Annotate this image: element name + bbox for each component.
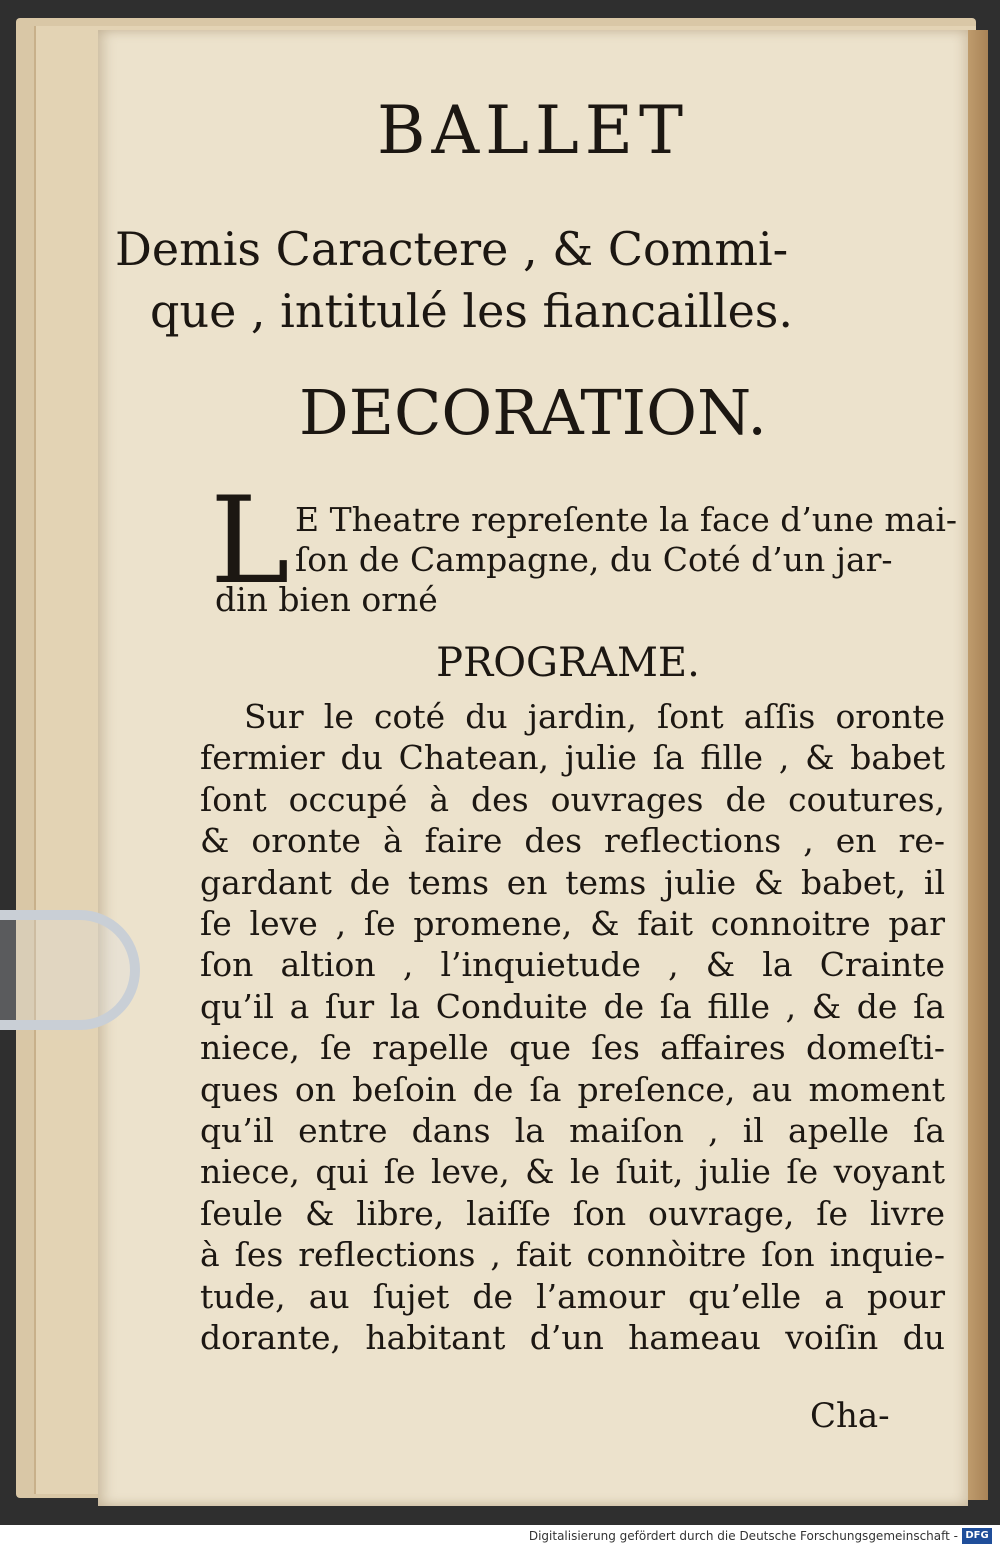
text-line: niece, qui ſe leve, & le ſuit, julie ſe voyant <box>200 1152 945 1192</box>
subtitle-line: que , intitulé les fiancailles. <box>150 284 794 338</box>
text-line: ſeule & libre, laiſſe ſon ouvrage, ſe livre <box>200 1193 945 1233</box>
text-line: qu’il a ſur la Conduite de ſa fille , & de ſa <box>200 986 945 1026</box>
text-line: tude, au ſujet de l’amour qu’elle a pour <box>200 1276 945 1316</box>
text-line: din bien orné <box>215 580 438 619</box>
catchword: Cha- <box>810 1396 890 1436</box>
subtitle <box>115 218 955 342</box>
text-line: qu’il entre dans la maiſon , il apelle ſa <box>200 1111 945 1151</box>
footer-credit: Digitalisierung gefördert durch die Deutsche Forschungsgemeinschaft - <box>528 1529 958 1543</box>
text-line: ſon altion , l’inquietude , & la Crainte <box>200 945 945 985</box>
text-line: Sur le coté du jardin, ſont aſſis oronte <box>244 697 945 736</box>
text-line: ſon de Campagne, du Coté d’un jar- <box>295 540 893 579</box>
text-line: ſe leve , ſe promene, & fait connoitre par <box>200 904 945 944</box>
heading-programe: PROGRAME. <box>436 640 700 686</box>
footer-bar <box>0 1525 1000 1548</box>
drop-cap: L <box>210 472 290 611</box>
text-line: fermier du Chatean, julie ſa fille , & babet <box>200 738 945 778</box>
text-line: ſont occupé à des ouvrages de coutures, <box>200 779 945 819</box>
text-line: niece, ſe rapelle que ſes affaires domeſti- <box>200 1028 945 1068</box>
subtitle-line: Demis Caractere , & Commi- <box>115 222 789 276</box>
text-line: ques on beſoin de ſa preſence, au moment <box>200 1069 945 1109</box>
page-clip <box>0 910 140 1030</box>
text-line: dorante, habitant d’un hameau voiſin du <box>200 1318 945 1358</box>
intro-paragraph <box>215 500 960 620</box>
text-line: E Theatre repreſente la face d’une mai- <box>295 500 958 539</box>
dfg-logo[interactable]: DFG <box>962 1528 992 1544</box>
text-line: gardant de tems en tems julie & babet, il <box>200 862 945 902</box>
text-line: à ſes reflections , fait connòitre ſon inquie- <box>200 1235 945 1275</box>
text-line: & oronte à faire des reflections , en re- <box>200 821 945 861</box>
page-title: BALLET <box>376 92 690 169</box>
body-paragraph <box>200 696 945 1359</box>
heading-decoration: DECORATION. <box>299 376 767 449</box>
